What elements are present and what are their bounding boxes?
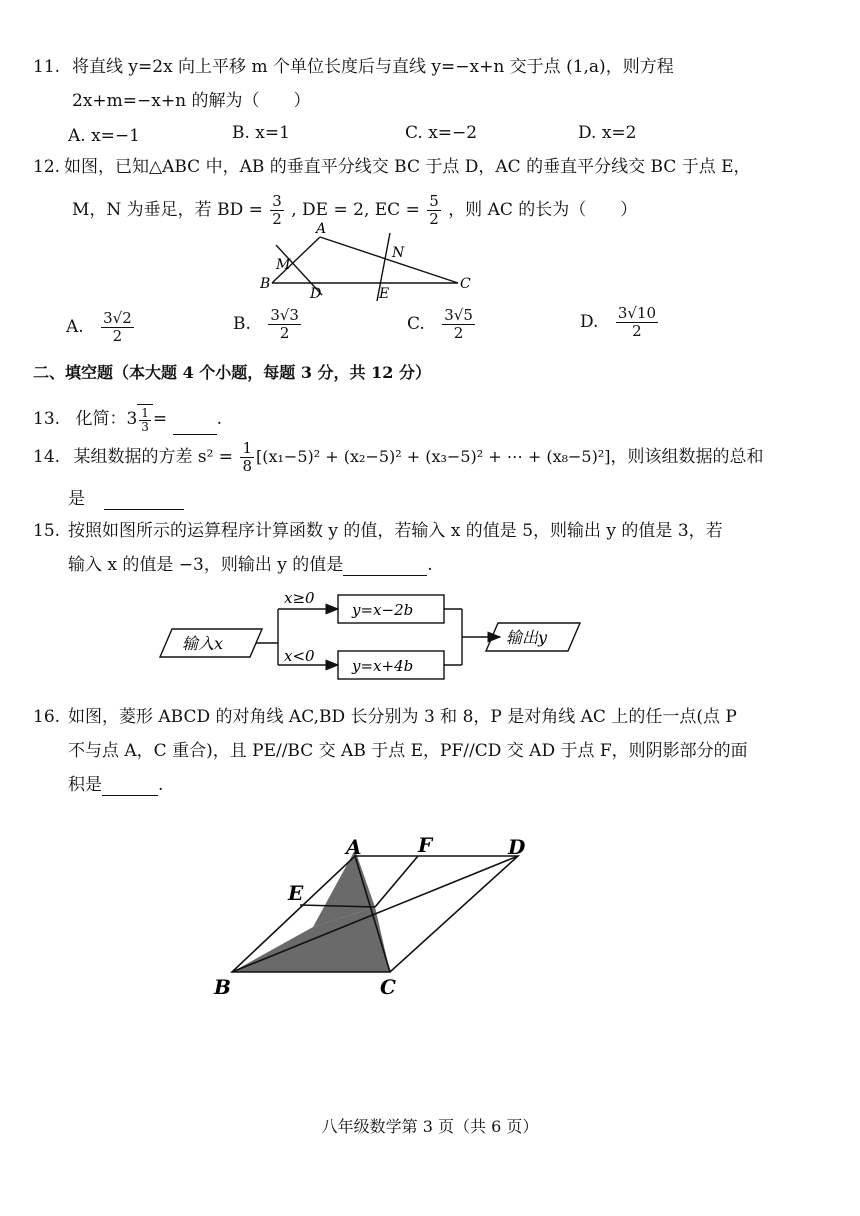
q14-answer-blank[interactable] (104, 491, 184, 510)
q12-option-c-den: 2 (453, 324, 464, 342)
q15-text-line2 (68, 554, 433, 576)
q12-option-b-fraction (268, 307, 301, 342)
q14-expression: [(x₁−5)² + (x₂−5)² + (x₃−5)² + ⋯ + (x₈−5)²] (256, 447, 611, 466)
q12-label-a: A (316, 221, 327, 237)
q14-pre: 某组数据的方差 s² = (73, 447, 234, 467)
q14-coef-den: 8 (242, 457, 252, 475)
q13-period: . (216, 409, 222, 429)
q15-box-top-label: y=x−2b (352, 601, 414, 619)
q15-number: 15. (33, 521, 61, 541)
q16-text-line1: 如图，菱形 ABCD 的对角线 AC,BD 长分别为 3 和 8，P 是对角线 AC 上的任一点(点 P (68, 707, 737, 727)
q14-post: ，则该组数据的总和 (610, 447, 764, 467)
q12-line2-mid: , DE = 2, EC = (291, 200, 420, 220)
q12-bd-den: 2 (272, 210, 282, 228)
q12-option-b-num: 3√3 (270, 306, 299, 324)
q15-period: . (427, 555, 433, 575)
q12-option-a[interactable] (66, 310, 136, 345)
q11-option-b[interactable]: B. x=1 (232, 123, 290, 143)
q13 (33, 404, 222, 435)
q11-option-c[interactable]: C. x=−2 (405, 123, 478, 143)
q16-label-a: A (346, 835, 362, 859)
q12-line2-pre: M，N 为垂足，若 BD = (72, 200, 263, 220)
q11-text-line2: 2x+m=−x+n 的解为（ ） (72, 91, 311, 111)
q11-text-line1: 将直线 y=2x 向上平移 m 个单位长度后与直线 y=−x+n 交于点 (1,a)，则方程 (72, 57, 674, 77)
q16-text-line2: 不与点 A，C 重合)，且 PE//BC 交 AB 于点 E，PF//CD 交 AD 于点 F，则阴影部分的面 (68, 741, 748, 761)
q12-option-a-den: 2 (112, 327, 123, 345)
q12-number: 12. (33, 157, 61, 177)
q12-option-d[interactable] (580, 305, 660, 340)
q16-answer-blank[interactable] (102, 777, 158, 796)
q12-option-b-den: 2 (279, 324, 290, 342)
q13-pre: 化简：3 (75, 409, 138, 429)
q12-option-d-letter: D. (580, 312, 599, 332)
q14-line2 (68, 488, 184, 510)
q16-period: . (158, 775, 164, 795)
q12-ec-den: 2 (429, 210, 439, 228)
q13-answer-blank[interactable] (173, 416, 217, 435)
q16-rhombus-figure (200, 830, 550, 1010)
q13-post: = (152, 409, 168, 429)
q16-number: 16. (33, 707, 61, 727)
q12-option-a-letter: A. (66, 317, 84, 337)
q12-label-d: D (310, 286, 322, 302)
q13-frac-den: 3 (141, 420, 149, 434)
section2-heading: 二、填空题（本大题 4 个小题，每题 3 分，共 12 分） (33, 363, 431, 382)
q11-option-d[interactable]: D. x=2 (578, 123, 637, 143)
q12-option-c-num: 3√5 (444, 306, 473, 324)
q14-number: 14. (33, 447, 61, 467)
q12-option-d-num: 3√10 (617, 304, 657, 322)
q16-label-f: F (418, 833, 433, 857)
q12-label-n: N (392, 245, 405, 261)
q12-ec-num: 5 (429, 192, 439, 210)
q13-fraction (139, 407, 151, 434)
q12-option-c-letter: C. (407, 314, 425, 334)
page-footer: 八年级数学第 3 页（共 6 页） (321, 1117, 539, 1136)
q12-option-b[interactable] (233, 307, 303, 342)
q15-flowchart (150, 585, 590, 685)
q11-number: 11. (33, 57, 61, 77)
q15-cond-bottom: x<0 (284, 647, 315, 665)
q12-option-c-fraction (442, 307, 475, 342)
q12-text-line1: 如图，已知△ABC 中，AB 的垂直平分线交 BC 于点 D，AC 的垂直平分线交 BC 于点 E， (64, 157, 751, 177)
q14-line2-text: 是 (68, 489, 85, 509)
q13-frac-num: 1 (141, 406, 149, 420)
q16-line3-text: 积是 (68, 775, 102, 795)
q12-option-d-fraction (616, 305, 658, 340)
q14-line1 (33, 440, 763, 475)
q12-option-b-letter: B. (233, 314, 251, 334)
q12-option-d-den: 2 (632, 322, 642, 340)
q14-coef-fraction (240, 440, 254, 475)
q16-label-b: B (214, 975, 231, 999)
q15-text-line1: 按照如图所示的运算程序计算函数 y 的值，若输入 x 的值是 5，则输出 y 的值是 3，若 (68, 521, 723, 541)
q12-label-m: M (276, 257, 291, 273)
q12-bd-num: 3 (272, 192, 282, 210)
q11-option-a[interactable]: A. x=−1 (68, 126, 140, 146)
q12-option-a-fraction (101, 310, 134, 345)
q12-label-c: C (460, 276, 471, 292)
q16-label-c: C (380, 975, 396, 999)
q15-box-bottom-label: y=x+4b (352, 657, 414, 675)
q16-text-line3 (68, 774, 163, 796)
q15-output-label: 输出y (506, 628, 548, 647)
q12-label-e: E (379, 286, 390, 302)
q12-triangle-figure (250, 215, 490, 307)
q15-line2-text: 输入 x 的值是 −3，则输出 y 的值是 (68, 555, 344, 575)
q15-answer-blank[interactable] (343, 557, 427, 576)
q16-label-d: D (508, 835, 526, 859)
q13-number: 13. (33, 409, 61, 429)
q14-coef-num: 1 (242, 439, 252, 457)
q12-label-b: B (260, 276, 271, 292)
q16-label-e: E (288, 881, 304, 905)
q12-option-c[interactable] (407, 307, 477, 342)
q15-cond-top: x≥0 (284, 589, 315, 607)
q15-input-label: 输入x (182, 634, 224, 653)
q12-line2-post: ，则 AC 的长为（ ） (448, 200, 638, 220)
q12-option-a-num: 3√2 (103, 309, 132, 327)
